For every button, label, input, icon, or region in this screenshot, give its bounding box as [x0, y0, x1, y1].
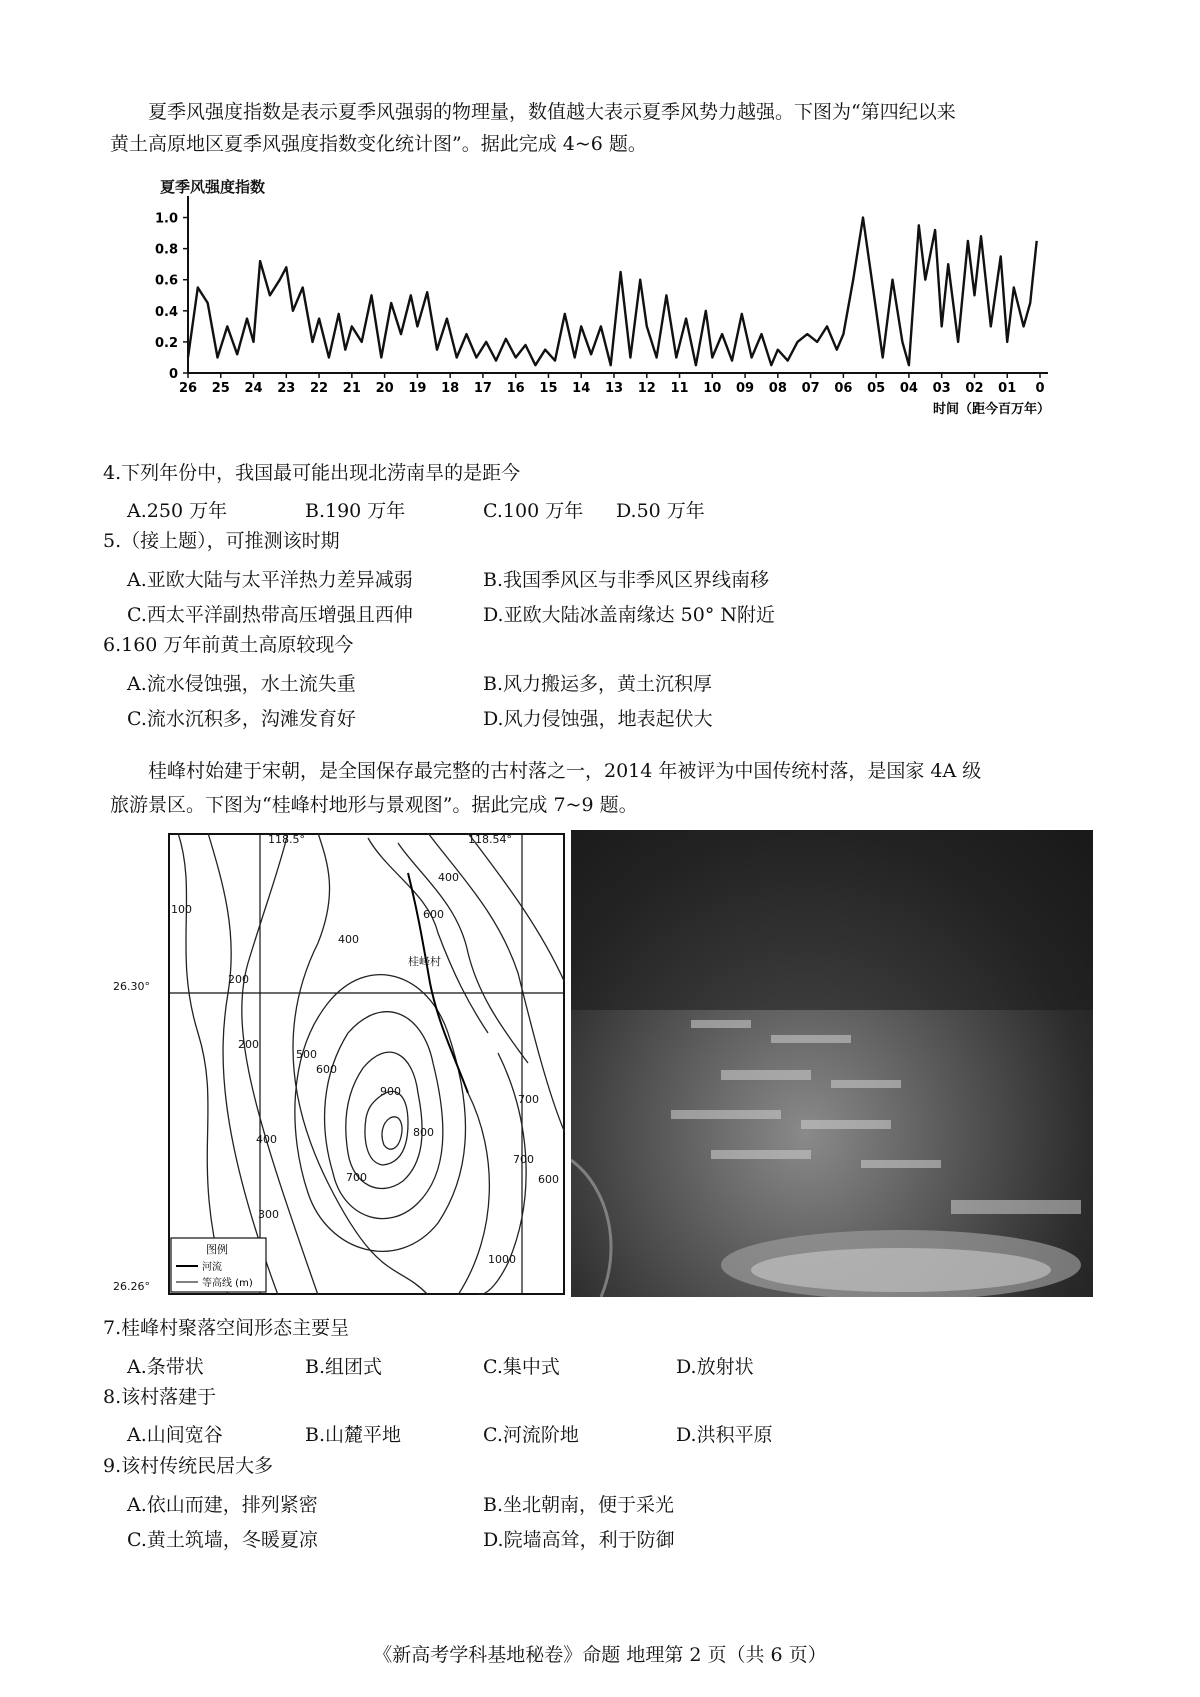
x-tick-label: 11	[670, 381, 689, 396]
x-tick-label: 05	[867, 381, 886, 396]
contour-map-drawing	[168, 833, 565, 1295]
contour-label: 200	[238, 1038, 259, 1051]
q5-option-a[interactable]: A.亚欧大陆与太平洋热力差异减弱	[127, 569, 413, 591]
x-tick-label: 23	[277, 381, 296, 396]
q5-option-d[interactable]: D.亚欧大陆冰盖南缘达 50° N附近	[483, 604, 775, 626]
contour-label: 1000	[488, 1253, 516, 1266]
x-tick-label: 0	[1035, 381, 1045, 396]
q9-option-b[interactable]: B.坐北朝南，便于采光	[483, 1494, 675, 1516]
monsoon-index-chart	[140, 190, 1070, 430]
contour-label: 400	[256, 1133, 277, 1146]
x-tick-label: 14	[572, 381, 591, 396]
x-tick-label: 03	[932, 381, 951, 396]
series-line	[188, 218, 1037, 366]
contour-label: 500	[296, 1048, 317, 1061]
lat-label-1: 26.30°	[113, 980, 150, 993]
village-landscape-photo	[571, 830, 1093, 1297]
y-tick-label: 0.4	[154, 304, 178, 320]
y-tick-label: 0.2	[154, 335, 178, 351]
intro2-line2: 旅游景区。下图为“桂峰村地形与景观图”。据此完成 7~9 题。	[110, 794, 638, 816]
q6-option-d[interactable]: D.风力侵蚀强，地表起伏大	[483, 708, 713, 730]
topographic-map	[168, 833, 565, 1295]
legend-contour: 等高线 (m)	[202, 1278, 253, 1289]
x-tick-label: 13	[604, 381, 624, 396]
x-tick-label: 17	[473, 381, 492, 396]
q4-stem: 4.下列年份中，我国最可能出现北涝南旱的是距今	[103, 462, 521, 484]
x-tick-label: 21	[342, 381, 361, 396]
q7-option-b[interactable]: B.组团式	[305, 1356, 383, 1378]
legend-river: 河流	[202, 1262, 222, 1273]
contour-label: 600	[316, 1063, 337, 1076]
intro2-line1: 桂峰村始建于宋朝，是全国保存最完整的古村落之一，2014 年被评为中国传统村落，是国家 4A 级	[148, 760, 982, 782]
x-axis-label: 时间（距今百万年）	[932, 402, 1050, 417]
map-legend	[171, 1238, 266, 1292]
x-tick-label: 10	[703, 381, 722, 396]
x-tick-label: 25	[211, 381, 230, 396]
q9-stem: 9.该村传统民居大多	[103, 1455, 274, 1477]
contour-label: 700	[518, 1093, 539, 1106]
q8-option-c[interactable]: C.河流阶地	[483, 1424, 579, 1446]
q4-option-b[interactable]: B.190 万年	[305, 500, 406, 522]
x-tick-label: 12	[637, 381, 656, 396]
x-tick-label: 22	[310, 381, 329, 396]
q9-option-c[interactable]: C.黄土筑墙，冬暖夏凉	[127, 1529, 318, 1551]
q4-option-c[interactable]: C.100 万年	[483, 500, 584, 522]
x-tick-label: 16	[506, 381, 525, 396]
x-tick-label: 04	[899, 381, 918, 396]
contour-label: 100	[171, 903, 192, 916]
x-tick-label: 18	[441, 381, 460, 396]
q6-option-a[interactable]: A.流水侵蚀强，水土流失重	[127, 673, 356, 695]
q8-option-d[interactable]: D.洪积平原	[676, 1424, 773, 1446]
q9-option-d[interactable]: D.院墙高耸，利于防御	[483, 1529, 675, 1551]
q5-option-c[interactable]: C.西太平洋副热带高压增强且西伸	[127, 604, 413, 626]
lon-label-1: 118.5°	[268, 833, 305, 846]
legend-title: 图例	[206, 1243, 228, 1256]
x-tick-label: 24	[244, 381, 263, 396]
y-tick-label: 0.6	[154, 273, 178, 289]
intro1-line1: 夏季风强度指数是表示夏季风强弱的物理量，数值越大表示夏季风势力越强。下图为“第四纪以来	[148, 101, 956, 123]
q4-option-d[interactable]: D.50 万年	[616, 500, 705, 522]
x-tick-label: 20	[375, 381, 394, 396]
contour-label: 200	[228, 973, 249, 986]
y-tick-label: 1.0	[154, 211, 178, 227]
q9-option-a[interactable]: A.依山而建，排列紧密	[127, 1494, 318, 1516]
x-tick-label: 26	[178, 381, 198, 396]
contour-label: 400	[338, 933, 359, 946]
contour-label: 300	[258, 1208, 279, 1221]
intro1-line2: 黄土高原地区夏季风强度指数变化统计图”。据此完成 4~6 题。	[110, 133, 647, 155]
q8-option-b[interactable]: B.山麓平地	[305, 1424, 402, 1446]
contour-label: 700	[346, 1171, 367, 1184]
photo-drawing	[571, 830, 1093, 1297]
x-tick-label: 15	[539, 381, 558, 396]
x-tick-label: 01	[998, 381, 1017, 396]
lon-label-2: 118.54°	[468, 833, 512, 846]
q8-stem: 8.该村落建于	[103, 1386, 217, 1408]
contour-label: 900	[380, 1085, 401, 1098]
y-tick-label: 0	[168, 367, 178, 382]
q7-option-c[interactable]: C.集中式	[483, 1356, 560, 1378]
chart-ylabel: 夏季风强度指数	[160, 178, 266, 196]
contour-label: 600	[538, 1173, 559, 1186]
contour-label: 400	[438, 871, 459, 884]
x-tick-label: 08	[768, 381, 787, 396]
q4-option-a[interactable]: A.250 万年	[127, 500, 228, 522]
q5-option-b[interactable]: B.我国季风区与非季风区界线南移	[483, 569, 770, 591]
x-tick-label: 19	[408, 381, 427, 396]
q8-option-a[interactable]: A.山间宽谷	[127, 1424, 223, 1446]
q7-option-d[interactable]: D.放射状	[676, 1356, 754, 1378]
lat-label-2: 26.26°	[113, 1280, 150, 1293]
q6-option-b[interactable]: B.风力搬运多，黄土沉积厚	[483, 673, 713, 695]
page-footer: 《新高考学科基地秘卷》命题 地理第 2 页（共 6 页）	[373, 1644, 827, 1666]
contour-label: 700	[513, 1153, 534, 1166]
q7-option-a[interactable]: A.条带状	[127, 1356, 204, 1378]
x-tick-label: 09	[736, 381, 755, 396]
q6-option-c[interactable]: C.流水沉积多，沟滩发育好	[127, 708, 356, 730]
q5-stem: 5.（接上题），可推测该时期	[103, 530, 340, 552]
x-tick-label: 06	[834, 381, 853, 396]
contour-label: 600	[423, 908, 444, 921]
y-tick-label: 0.8	[154, 242, 178, 258]
q6-stem: 6.160 万年前黄土高原较现今	[103, 634, 354, 656]
village-label: 桂峰村	[408, 955, 441, 968]
x-tick-label: 07	[801, 381, 820, 396]
contour-label: 800	[413, 1126, 434, 1139]
q7-stem: 7.桂峰村聚落空间形态主要呈	[103, 1317, 350, 1339]
x-tick-label: 02	[965, 381, 984, 396]
